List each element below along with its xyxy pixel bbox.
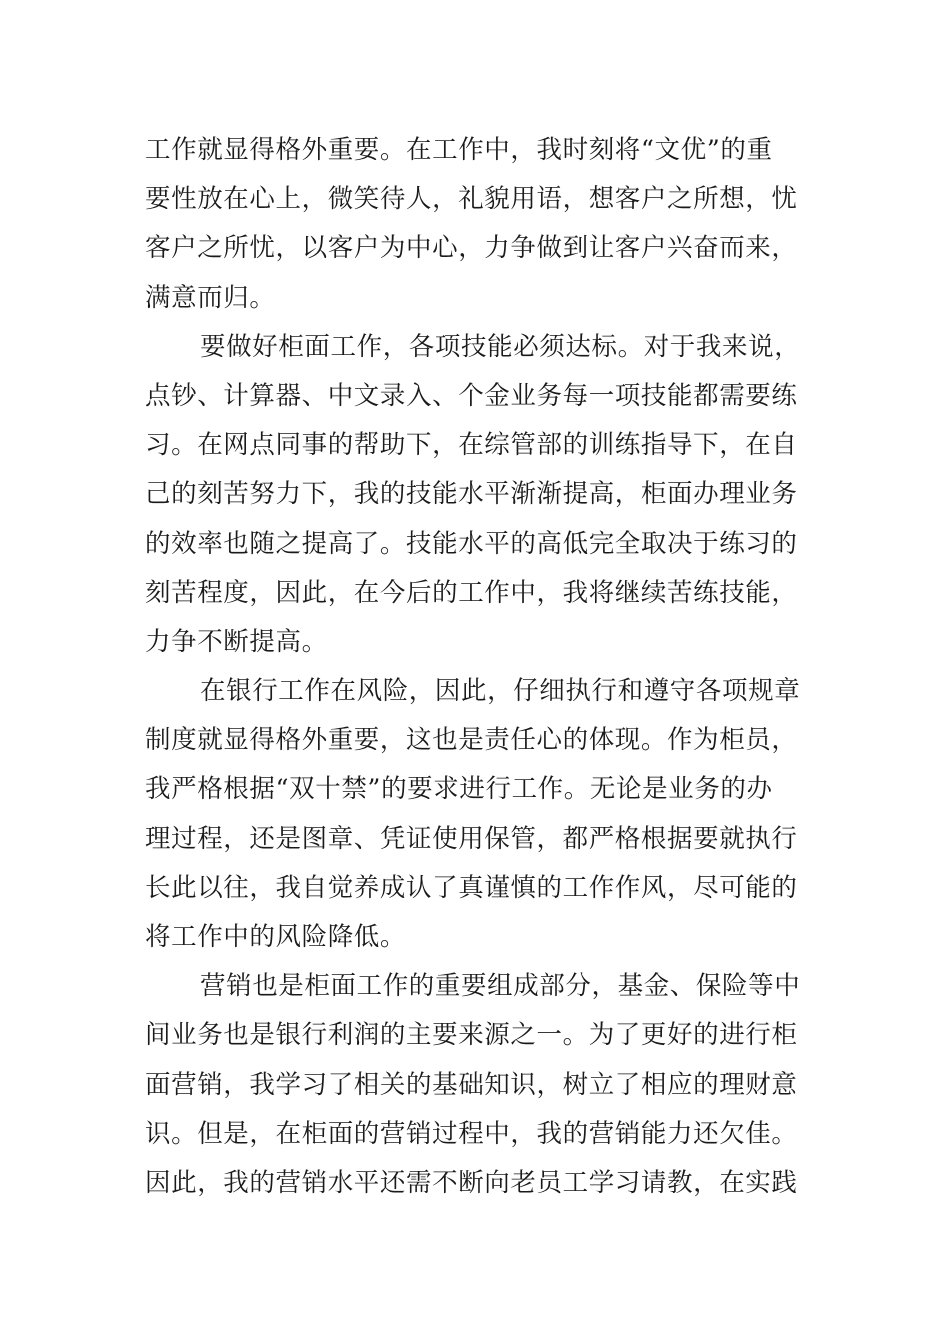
text-line: 面营销，我学习了相关的基础知识，树立了相应的理财意 xyxy=(145,1069,798,1100)
text-line: 工作就显得格外重要。在工作中，我时刻将“文优”的重 xyxy=(145,135,773,165)
text-line: 间业务也是银行利润的主要来源之一。为了更好的进行柜 xyxy=(145,1020,798,1051)
text-line: 力争不断提高。 xyxy=(145,626,328,657)
body-text xyxy=(145,126,810,1208)
text-line: 理过程，还是图章、凭证使用保管，都严格根据要就执行 xyxy=(145,823,798,854)
text-line: 满意而归。 xyxy=(145,282,276,313)
text-line: 我严格根据“双十禁”的要求进行工作。无论是业务的办 xyxy=(145,774,773,805)
text-line: 营销也是柜面工作的重要组成部分，基金、保险等中 xyxy=(200,971,801,1002)
text-line: 客户之所忧，以客户为中心，力争做到让客户兴奋而来， xyxy=(145,233,798,264)
text-line: 制度就显得格外重要，这也是责任心的体现。作为柜员， xyxy=(145,725,798,756)
text-line: 在银行工作在风险，因此，仔细执行和遵守各项规章 xyxy=(200,676,801,707)
text-line: 习。在网点同事的帮助下，在综管部的训练指导下，在自 xyxy=(145,430,798,461)
text-line: 识。但是，在柜面的营销过程中，我的营销能力还欠佳。 xyxy=(145,1118,798,1149)
text-line: 因此，我的营销水平还需不断向老员工学习请教，在实践 xyxy=(145,1167,798,1198)
text-line: 点钞、计算器、中文录入、个金业务每一项技能都需要练 xyxy=(145,380,798,411)
text-line: 刻苦程度，因此，在今后的工作中，我将继续苦练技能， xyxy=(145,577,798,608)
text-line: 己的刻苦努力下，我的技能水平渐渐提高，柜面办理业务 xyxy=(145,479,798,510)
text-line: 的效率也随之提高了。技能水平的高低完全取决于练习的 xyxy=(145,528,798,559)
text-line: 要做好柜面工作，各项技能必须达标。对于我来说， xyxy=(200,331,801,362)
text-line: 长此以往，我自觉养成认了真谨慎的工作作风，尽可能的 xyxy=(145,872,798,903)
text-line: 要性放在心上，微笑待人，礼貌用语，想客户之所想，忧 xyxy=(145,184,798,215)
text-line: 将工作中的风险降低。 xyxy=(145,922,407,952)
